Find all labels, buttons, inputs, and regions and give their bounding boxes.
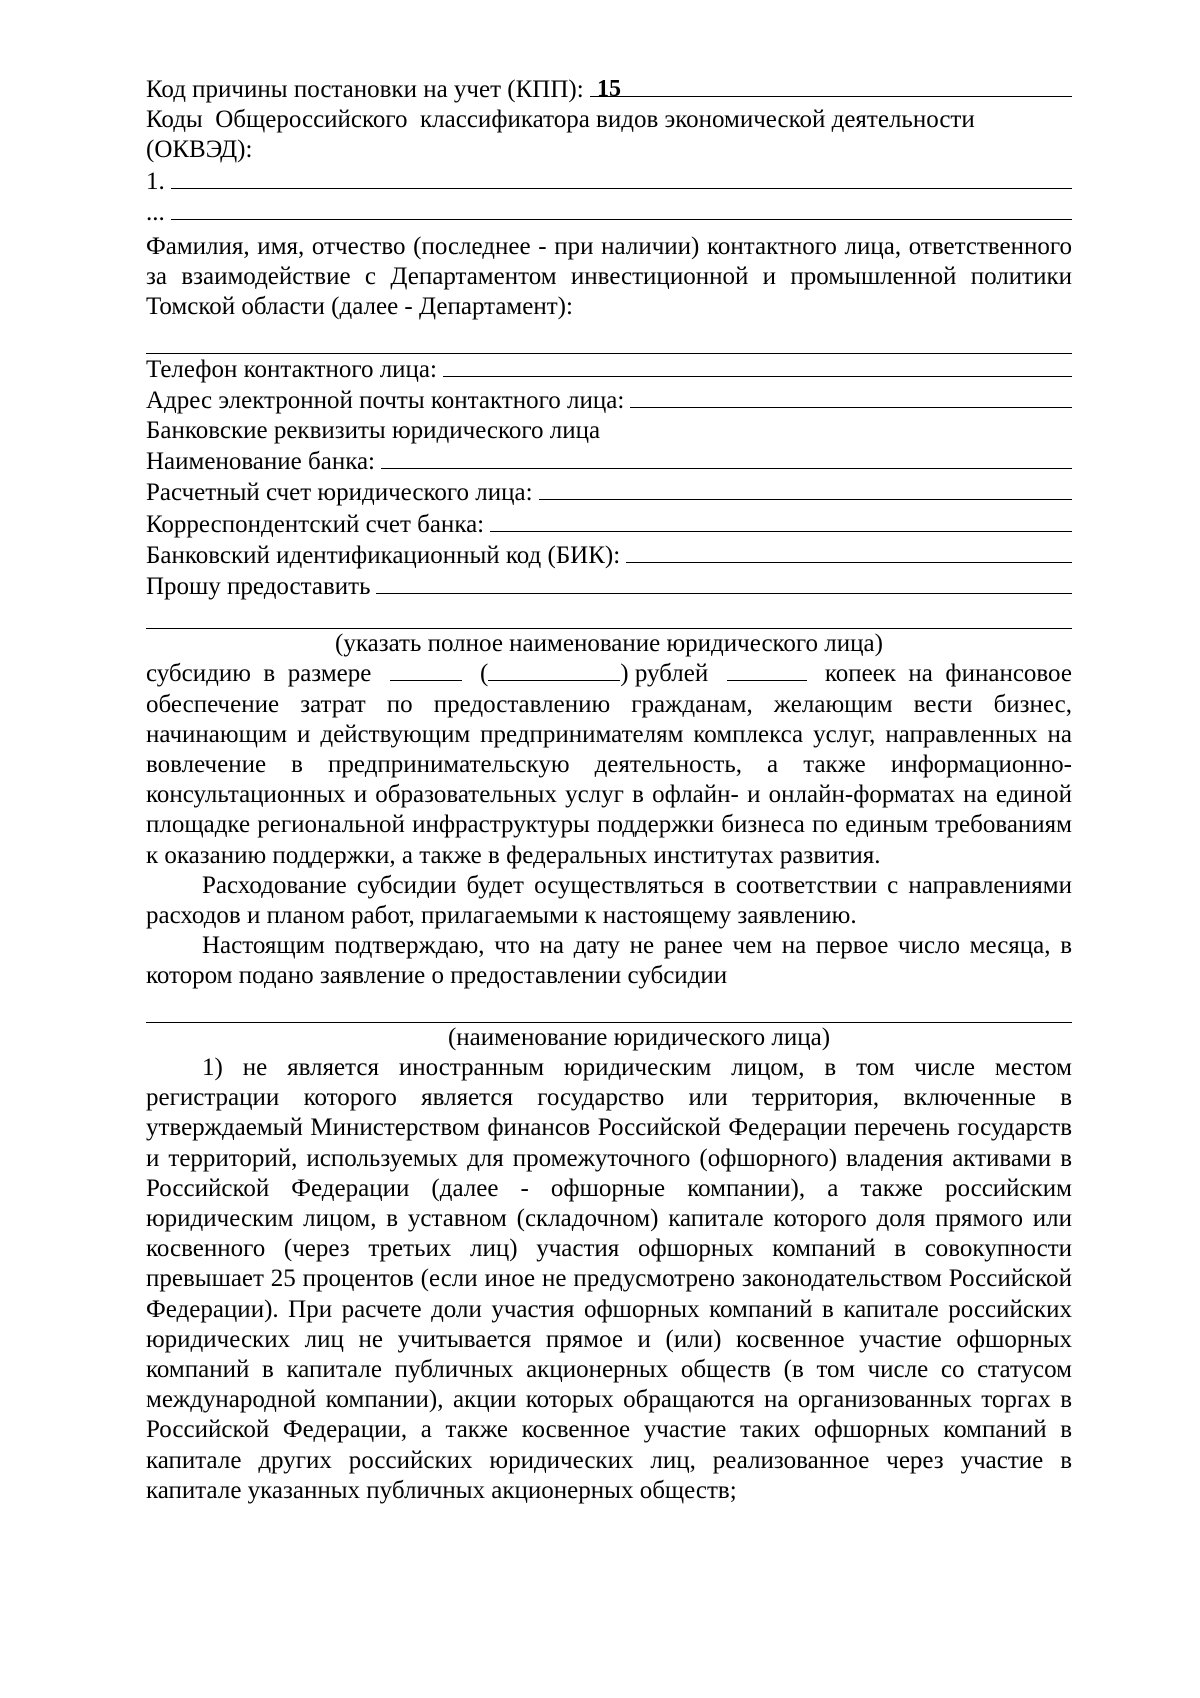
okved-item-1 xyxy=(146,166,1072,197)
bik-blank xyxy=(626,540,1072,563)
corr-account-blank xyxy=(490,509,1072,532)
item-1-paragraph: 1) не является иностранным юридическим лицом, в том числе местом регистрации которого является государство или территория, включенные в утверждаемый Министерством финансов Российской Федерации перечень государств и территорий, используемых для промежуточного (офшорного) владения активами в Российской Федерации (далее - офшорные компании), а также российским юридическим лицом, в уставном (складочном) капитале которого доля прямого или косвенного (через третьих лиц) участия офшорных компаний в совокупности превышает 25 процентов (если иное не предусмотрено законодательством Российской Федерации). При расчете доли участия офшорных компаний в капитале российских юридических лиц не учитывается прямое и (или) косвенное участие офшорных компаний в капитале публичных акционерных обществ (в том числе со статусом международной компании), акции которых обращаются на организованных торгах в Российской Федерации, а также косвенное участие таких офшорных компаний в капитале других российских юридических лиц, реализованное через участие в капитале указанных публичных акционерных обществ; xyxy=(146,1053,1072,1504)
email-blank xyxy=(630,385,1072,408)
amount-number-blank xyxy=(390,660,462,681)
bank-name-label: Наименование банка: xyxy=(146,448,376,476)
bank-name-field xyxy=(146,446,1072,477)
org-name-blank xyxy=(146,996,1072,1023)
phone-label: Телефон контактного лица: xyxy=(146,355,437,383)
amount-words-group xyxy=(480,659,708,689)
okved-item-more-marker: ... xyxy=(146,198,165,226)
okved-item-more-blank xyxy=(171,197,1072,220)
account-label: Расчетный счет юридического лица: xyxy=(146,479,533,507)
account-field xyxy=(146,477,1072,508)
kpp-blank xyxy=(590,74,1072,97)
kopecks-label: копеек на финансовое xyxy=(824,660,1072,688)
subsidy-purpose: обеспечение затрат по предоставлению гражданам, желающим вести бизнес, начинающим и действующим предпринимателям комплекса услуг, направленных на вовлечение в предпринимательскую деятельность, а также информационно-консультационных и образовательных услуг в офлайн- и онлайн-форматах на единой площадке региональной инфраструктуры поддержки бизнеса по единым требованиям к оказанию поддержки, а также в федеральных институтах развития. xyxy=(146,690,1072,869)
account-blank xyxy=(539,477,1072,500)
amount-words-blank xyxy=(488,660,620,681)
phone-blank xyxy=(443,354,1072,377)
contact-intro: Фамилия, имя, отчество (последнее - при наличии) контактного лица, ответственного за взаимодействие с Департаментом инвестиционной и промышленной политики Томской области (далее - Департамент): xyxy=(146,233,1072,321)
email-label: Адрес электронной почты контактного лица: xyxy=(146,386,625,414)
request-blank xyxy=(376,571,1072,594)
request-field xyxy=(146,571,1072,602)
bank-details-heading: Банковские реквизиты юридического лица xyxy=(146,417,601,445)
request-label: Прошу предоставить xyxy=(146,573,371,601)
kpp-label: Код причины постановки на учет (КПП): xyxy=(146,76,584,103)
okved-item-1-blank xyxy=(171,166,1072,189)
bik-label: Банковский идентификационный код (БИК): xyxy=(146,541,621,569)
phone-field xyxy=(146,354,1072,385)
okved-item-1-number: 1. xyxy=(146,167,165,195)
corr-account-label: Корреспондентский счет банка: xyxy=(146,510,485,538)
okved-item-more xyxy=(146,197,1072,228)
corr-account-field xyxy=(146,509,1072,540)
org-full-name-blank xyxy=(146,602,1072,629)
name-caption: (наименование юридического лица) xyxy=(447,1023,831,1051)
okved-label-line-1: Коды Общероссийского классификатора видов экономической деятельности xyxy=(146,106,975,134)
page-number: 15 xyxy=(597,76,621,102)
spending-paragraph: Расходование субсидии будет осуществляться в соответствии с направлениями расходов и планом работ, прилагаемыми к настоящему заявлению. xyxy=(146,871,1072,930)
subsidy-word: субсидию в размере xyxy=(146,660,372,688)
bik-field xyxy=(146,540,1072,571)
confirm-paragraph: Настоящим подтверждаю, что на дату не ранее чем на первое число месяца, в котором подано заявление о предоставлении субсидии xyxy=(146,932,1072,990)
kopecks-blank xyxy=(727,660,807,681)
paren-open: ( xyxy=(479,660,489,688)
okved-label-line-2: (ОКВЭД): xyxy=(146,136,253,164)
email-field xyxy=(146,385,1072,416)
bank-name-blank xyxy=(381,446,1072,469)
rubles-label: ) рублей xyxy=(620,660,709,688)
contact-name-blank xyxy=(146,327,1072,354)
full-name-caption: (указать полное наименование юридического лица) xyxy=(335,630,883,658)
subsidy-amount-line xyxy=(146,659,1072,689)
